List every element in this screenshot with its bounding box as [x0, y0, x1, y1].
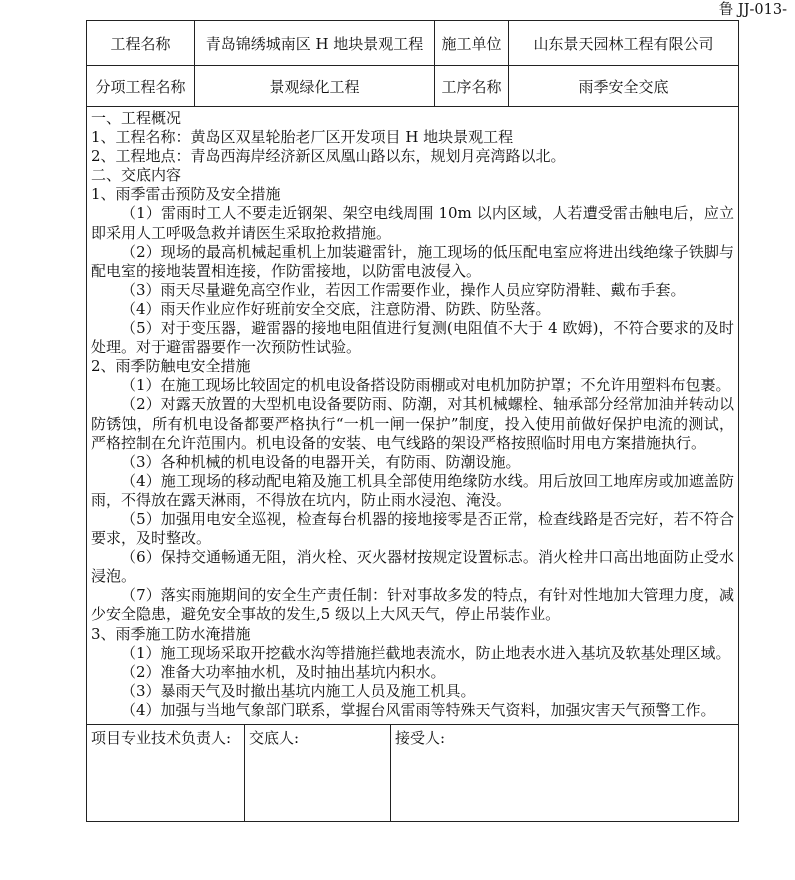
signature-table [86, 724, 739, 822]
content-paragraph: （5）加强用电安全巡视，检查每台机器的接地接零是否正常，检查线路是否完好，若不符合要求，及时整改。 [91, 509, 734, 548]
content-paragraph: （1）雷雨时工人不要走近钢架、架空电线周围 10m 以内区域，人若遭受雷击触电后，应立即采用人工呼吸急救并请医生采取抢救措施。 [91, 204, 734, 242]
sub-project-label: 分项工程名称 [87, 66, 195, 107]
content-paragraph: （5）对于变压器，避雷器的接地电阻值进行复测(电阻值不大于 4 欧姆)，不符合要求的及时处理。对于避雷器要作一次预防性试验。 [91, 319, 734, 357]
content-paragraph: （3）暴雨天气及时撤出基坑内施工人员及施工机具。 [121, 681, 476, 700]
content-heading: 2、雨季防触电安全措施 [91, 357, 251, 376]
content-paragraph: （6）保持交通畅通无阻，消火栓、灭火器材按规定设置标志。消火栓井口高出地面防止受水浸泡。 [91, 548, 734, 586]
content-paragraph: （1）施工现场采取开挖截水沟等措施拦截地表流水，防止地表水进入基坑及软基处理区域。 [121, 643, 731, 662]
tech-lead-signature: 项目专业技术负责人: [87, 725, 245, 822]
contractor-value: 山东景天园林工程有限公司 [509, 21, 739, 66]
content-heading: 3、雨季施工防水淹措施 [91, 624, 251, 643]
content-paragraph: （7）落实雨施期间的安全生产责任制：针对事故多发的特点，有针对性地加大管理力度，减少安全隐患，避免安全事故的发生,5 级以上大风天气，停止吊装作业。 [91, 586, 734, 624]
process-label: 工序名称 [435, 66, 509, 107]
content-heading: 1、雨季雷击预防及安全措施 [91, 185, 281, 204]
content-heading: 二、交底内容 [91, 166, 182, 185]
content-heading: 2、工程地点：青岛西海岸经济新区凤凰山路以东，规划月亮湾路以北。 [91, 147, 566, 166]
content-body [91, 109, 734, 720]
sub-project-value: 景观绿化工程 [195, 66, 435, 107]
content-heading: 1、工程名称：黄岛区双星轮胎老厂区开发项目 H 地块景观工程 [91, 128, 514, 147]
disclosure-form [86, 20, 739, 725]
project-name-value: 青岛锦绣城南区 H 地块景观工程 [195, 21, 435, 66]
disclosure-content [87, 107, 739, 725]
content-paragraph: （3）雨天尽量避免高空作业，若因工作需要作业，操作人员应穿防滑鞋、戴布手套。 [121, 280, 686, 299]
content-paragraph: （3）各种机械的机电设备的电器开关，有防雨、防潮设施。 [121, 452, 521, 471]
content-paragraph: （4）施工现场的移动配电箱及施工机具全部使用绝缘防水线。用后放回工地库房或加遮盖防雨，不得放在露天淋雨，不得放在坑内，防止雨水浸泡、淹没。 [91, 471, 734, 509]
content-paragraph: （4）雨天作业应作好班前安全交底，注意防滑、防跌、防坠落。 [121, 299, 551, 318]
contractor-label: 施工单位 [435, 21, 509, 66]
discloser-signature: 交底人: [245, 725, 391, 822]
document-code: 鲁 JJ-013- [718, 2, 787, 18]
receiver-signature: 接受人: [391, 725, 739, 822]
content-heading: 一、工程概况 [91, 109, 182, 127]
process-value: 雨季安全交底 [509, 66, 739, 107]
content-paragraph: （2）对露天放置的大型机电设备要防雨、防潮，对其机械螺栓、轴承部分经常加油并转动以防锈蚀，所有机电设备都要严格执行“一机一闸一保护”制度，投入使用前做好保护电流的测试，严格控制在允许范围内。机电设备的安装、电气线路的架设严格按照临时用电方案措施执行。 [91, 395, 734, 452]
content-paragraph: （2）准备大功率抽水机，及时抽出基坑内积水。 [121, 662, 446, 681]
content-paragraph: （2）现场的最高机械起重机上加装避雷针，施工现场的低压配电室应将进出线绝缘子铁脚与配电室的接地装置相连接，作防雷接地，以防雷电波侵入。 [91, 242, 734, 280]
content-paragraph: （1）在施工现场比较固定的机电设备搭设防雨棚或对电机加防护罩；不允许用塑料布包裹。 [121, 376, 731, 395]
project-name-label: 工程名称 [87, 21, 195, 66]
content-paragraph: （4）加强与当地气象部门联系，掌握台风雷雨等特殊天气资料，加强灾害天气预警工作。 [121, 700, 716, 719]
